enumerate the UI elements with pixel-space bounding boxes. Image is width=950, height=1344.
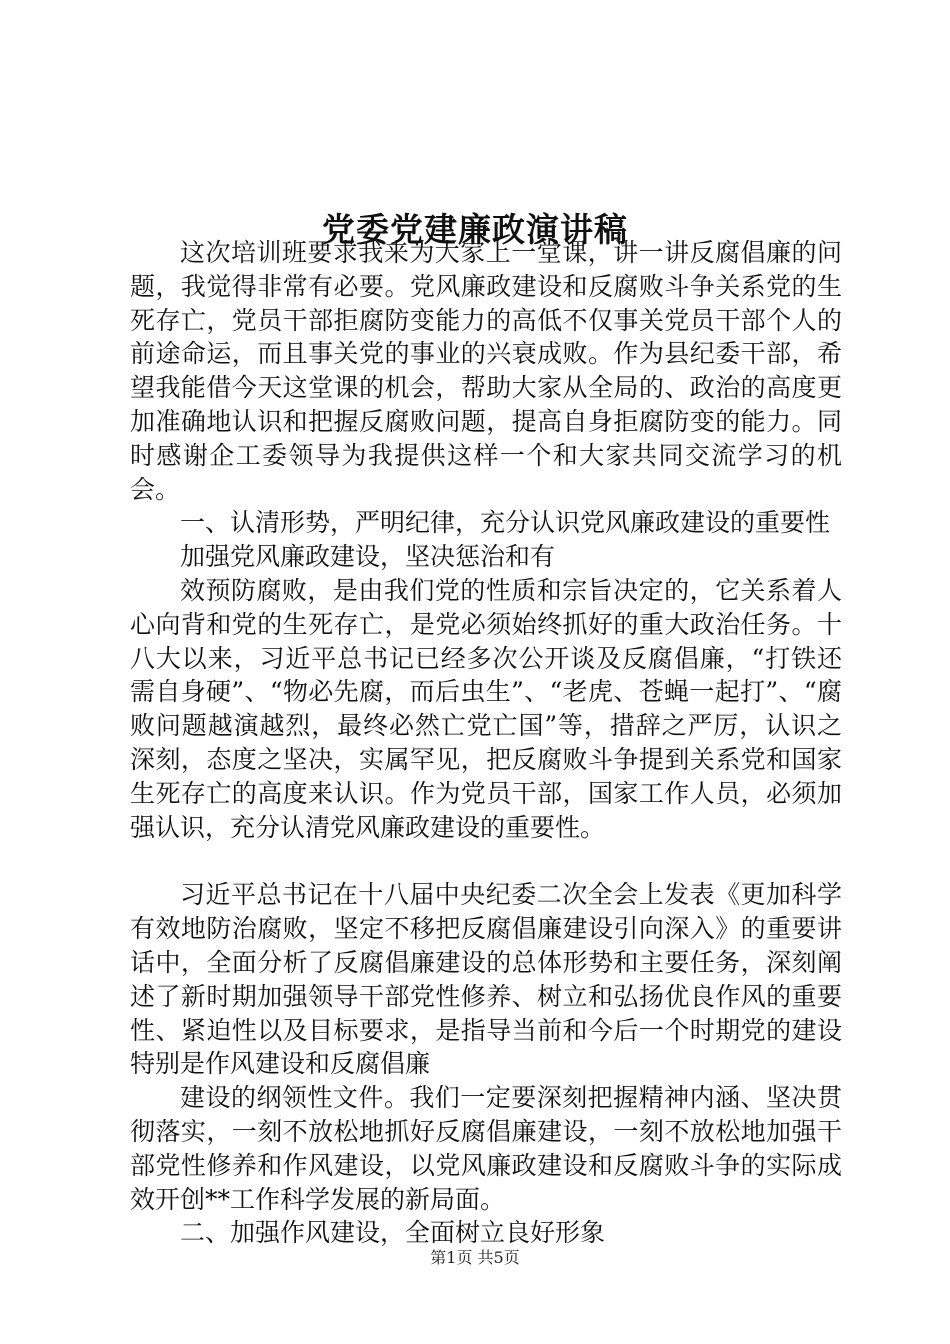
- paragraph-intro: 这次培训班要求我来为大家上一堂课，讲一讲反腐倡廉的问题，我觉得非常有必要。党风廉政建设和反腐败斗争关系党的生死存亡，党员干部拒腐防变能力的高低不仅事关党员干部个人的前途命运，而且事关党的事业的兴衰成败。作为县纪委干部，希望我能借今天这堂课的机会，帮助大家从全局的、政治的高度更加准确地认识和把握反腐败问题，提高自身拒腐防变的能力。同时感谢企工委领导为我提供这样一个和大家共同交流学习的机会。: [130, 238, 842, 504]
- paragraph-importance: 效预防腐败，是由我们党的性质和宗旨决定的，它关系着人心向背和党的生死存亡，是党必须始终抓好的重大政治任务。十八大以来，习近平总书记已经多次公开谈及反腐倡廉，“打铁还需自身硬”、“物必先腐，而后虫生”、“老虎、苍蝇一起打”、“腐败问题越演越烈，最终必然亡党亡国”等，措辞之严厉，认识之深刻，态度之坚决，实属罕见，把反腐败斗争提到关系党和国家生死存亡的高度来认识。作为党员干部，国家工作人员，必须加强认识，充分认清党风廉政建设的重要性。: [130, 575, 842, 842]
- section-heading-1: 一、认清形势，严明纪律，充分认识党风廉政建设的重要性: [180, 508, 831, 538]
- paragraph-lead: 加强党风廉政建设，坚决惩治和有: [180, 542, 556, 572]
- section-heading-2: 二、加强作风建设，全面树立良好形象: [180, 1218, 606, 1248]
- paragraph-implementation: 建设的纲领性文件。我们一定要深刻把握精神内涵、坚决贯彻落实，一刻不放松地抓好反腐倡廉建设，一刻不放松地加强干部党性修养和作风建设，以党风廉政建设和反腐败斗争的实际成效开创**工作科学发展的新局面。: [130, 1083, 842, 1214]
- page-indicator: 第1页 共5页: [430, 1248, 520, 1267]
- page-title: 党委党建廉政演讲稿: [322, 210, 628, 250]
- document-body: [130, 236, 842, 1250]
- paragraph-speech: 习近平总书记在十八届中央纪委二次全会上发表《更加科学有效地防治腐败，坚定不移把反腐倡廉建设引向深入》的重要讲话中，全面分析了反腐倡廉建设的总体形势和主要任务，深刻阐述了新时期加强领导干部党性修养、树立和弘扬优良作风的重要性、紧迫性以及目标要求，是指导当前和今后一个时期党的建设特别是作风建设和反腐倡廉: [130, 880, 842, 1079]
